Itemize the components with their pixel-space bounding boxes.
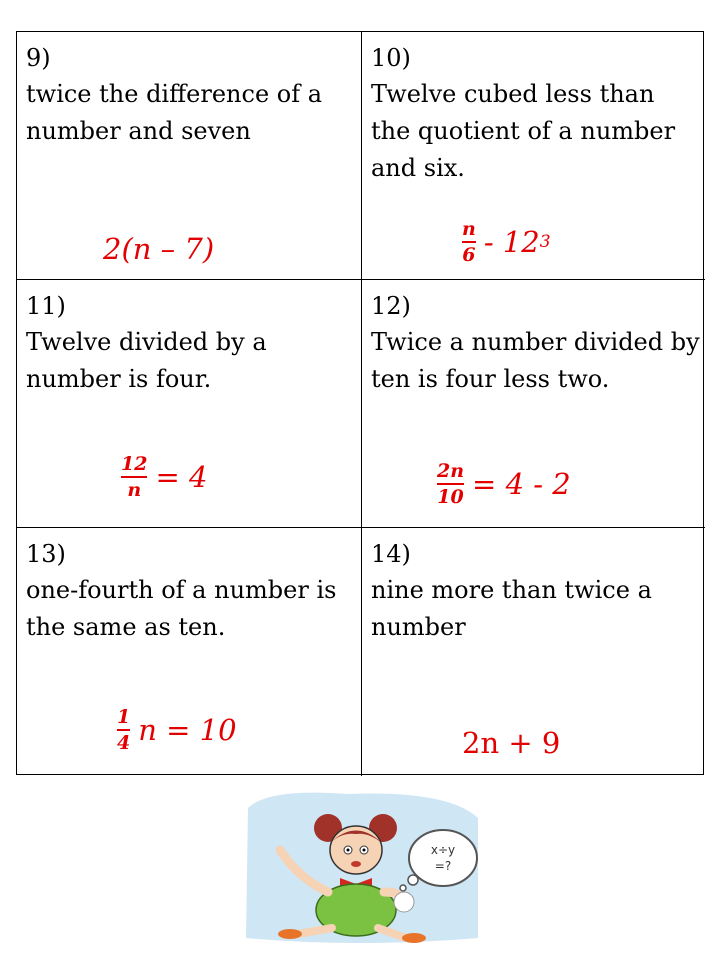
problem-cell-11	[17, 280, 362, 528]
problem-text: one-fourth of a number is the same as ten.	[26, 576, 337, 641]
problem-cell-14	[362, 528, 705, 776]
answer-expression: = 4 - 2	[472, 467, 571, 501]
thought-bubble-line2: =?	[434, 859, 452, 873]
answer	[462, 726, 560, 760]
problem-number: 11)	[26, 292, 66, 320]
problem-number: 10)	[371, 44, 411, 72]
problem-cell-12	[362, 280, 705, 528]
problem-number: 14)	[371, 540, 411, 568]
confused-girl-cartoon	[228, 788, 488, 948]
answer-expression: 2n + 9	[462, 726, 561, 760]
fraction-denominator: 10	[437, 486, 464, 508]
answer-fraction	[117, 706, 130, 754]
answer	[117, 706, 237, 754]
answer-expression: n = 10	[138, 713, 237, 747]
fraction-denominator: n	[127, 479, 142, 501]
problem-grid	[16, 31, 704, 775]
fraction-numerator: n	[462, 218, 476, 240]
answer	[103, 232, 214, 266]
problem-number: 13)	[26, 540, 66, 568]
thought-bubble-icon	[409, 830, 477, 886]
problem-text: twice the difference of a number and seven	[26, 80, 323, 145]
answer-fraction	[121, 453, 147, 501]
fraction-numerator: 12	[121, 453, 148, 475]
answer-expression: 2(n – 7)	[103, 232, 215, 266]
problem-cell-13	[17, 528, 362, 776]
problem-text: Twelve divided by a number is four.	[26, 328, 267, 393]
answer-exponent: 3	[539, 232, 551, 252]
fraction-numerator: 2n	[437, 460, 465, 482]
answer	[121, 453, 207, 501]
answer-expression: = 4	[155, 460, 208, 494]
answer	[437, 460, 571, 508]
fraction-bar	[437, 483, 464, 485]
problem-cell-10	[362, 32, 705, 280]
fraction-denominator: 4	[117, 732, 131, 754]
answer-fraction	[462, 218, 476, 266]
answer	[462, 218, 551, 266]
thought-bubble-line1: x÷y	[430, 843, 456, 857]
answer-expression: - 12	[483, 225, 540, 259]
problem-number: 12)	[371, 292, 411, 320]
problem-cell-9	[17, 32, 362, 280]
problem-text: Twice a number divided by ten is four less two.	[371, 328, 700, 393]
problem-text: Twelve cubed less than the quotient of a number and six.	[371, 80, 676, 182]
fraction-bar	[462, 241, 476, 243]
problem-number: 9)	[26, 44, 51, 72]
fraction-bar	[121, 476, 147, 478]
fraction-numerator: 1	[117, 706, 131, 728]
problem-text: nine more than twice a number	[371, 576, 652, 641]
fraction-denominator: 6	[462, 244, 476, 266]
fraction-bar	[117, 729, 130, 731]
answer-fraction	[437, 460, 464, 508]
